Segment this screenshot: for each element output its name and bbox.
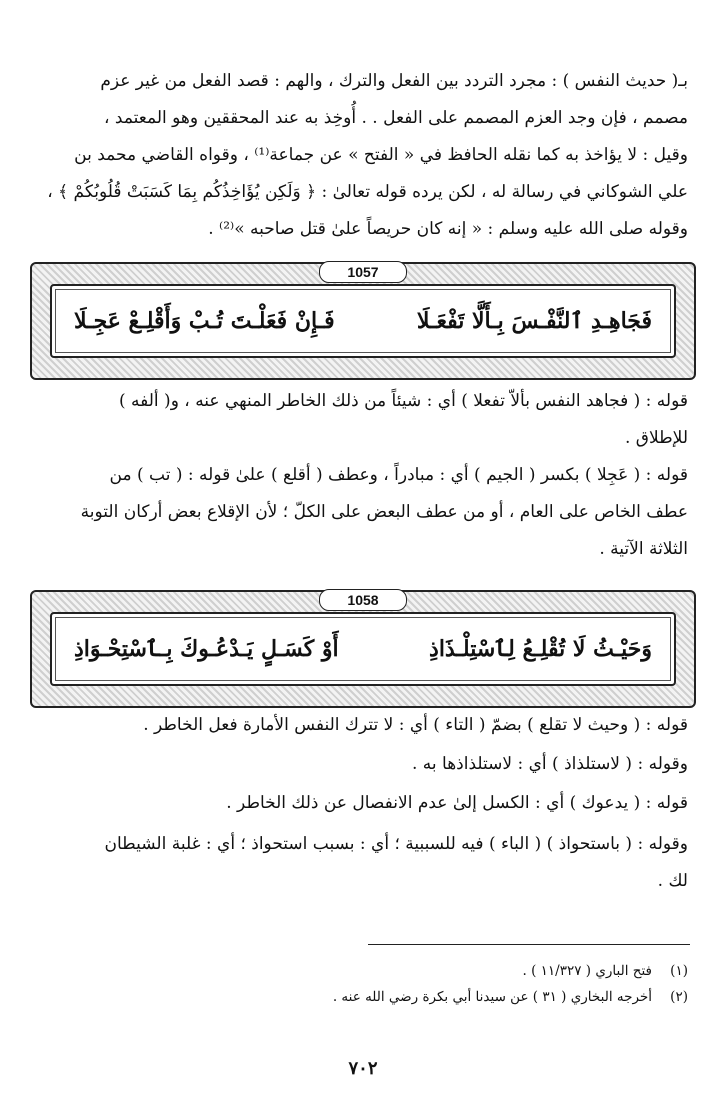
text-line: وقوله : ( لاستلذاذ ) أي : لاستلذاذها به . <box>411 754 688 774</box>
footnote <box>333 986 688 1008</box>
text-line: قوله : ( فجاهد النفس بألاّ تفعلا ) أي : شيئاً من ذلك الخاطر المنهي عنه ، و( ألفه ) <box>119 391 688 411</box>
verse-frame-1057 <box>30 262 696 380</box>
verse-number: 1057 <box>319 261 407 283</box>
verse-frame-1058 <box>30 590 696 708</box>
commentary-paragraph <box>40 383 688 457</box>
commentary-paragraph <box>40 707 688 744</box>
verse-right-hemistich: فَجَاهِـدِ ٱلنَّفْـسَ بِـأَلَّا تَفْعَـلَا <box>416 308 652 334</box>
footnote-separator <box>368 944 690 945</box>
verse-left-hemistich: أَوْ كَسَـلٍ يَـدْعُـوكَ بِـٱسْتِحْـوَاذِ <box>74 636 339 662</box>
text-line: الثلاثة الآتية . <box>599 539 688 559</box>
verse-left-hemistich: فَـإِنْ فَعَلْـتَ تُـبْ وَأَقْلِـعْ عَجِـلَا <box>74 308 335 334</box>
footnote-number: (١) <box>670 963 688 979</box>
text-line: قوله : ( يدعوك ) أي : الكسل إلىٰ عدم الانفصال عن ذلك الخاطر . <box>226 793 688 813</box>
text-line: وقيل : لا يؤاخذ به كما نقله الحافظ في « الفتح » عن جماعة⁽¹⁾ ، وقواه القاضي محمد بن <box>74 145 688 165</box>
verse-box <box>50 612 676 686</box>
verse-box <box>50 284 676 358</box>
footnote <box>523 960 688 982</box>
text-line: قوله : ( عَجِلا ) بكسر ( الجيم ) أي : مبادراً ، وعطف ( أقلع ) علىٰ قوله : ( تب ) من <box>109 465 688 485</box>
page-number: ٧٠٢ <box>348 1058 378 1079</box>
verse-number: 1058 <box>319 589 407 611</box>
text-line: وقوله صلى الله عليه وسلم : « إنه كان حريصاً علىٰ قتل صاحبه »⁽²⁾ . <box>208 219 688 239</box>
commentary-paragraph <box>40 746 688 783</box>
text-line: للإطلاق . <box>625 428 688 448</box>
text-line: علي الشوكاني في رسالة له ، لكن يرده قوله تعالىٰ : ﴿ وَلَكِن يُؤَاخِذُكُم بِمَا كَسَبَتْ قُلُوبُكُمْ ﴾ ، <box>47 182 688 202</box>
text-line: لك . <box>657 871 688 891</box>
text-line: بـ( حديث النفس ) : مجرد التردد بين الفعل والترك ، والهم : قصد الفعل من غير عزم <box>100 71 688 91</box>
text-line: مصمم ، فإن وجد العزم المصمم على الفعل . . أُوخِذ به عند المحققين وهو المعتمد ، <box>104 108 688 128</box>
commentary-paragraph <box>40 457 688 568</box>
commentary-paragraph <box>40 826 688 900</box>
footnote-text: أخرجه البخاري ( ٣١ ) عن سيدنا أبي بكرة رضي الله عنه . <box>332 989 652 1005</box>
top-paragraph <box>40 63 688 248</box>
footnote-text: فتح الباري ( ١١/٣٢٧ ) . <box>522 963 652 979</box>
text-line: وقوله : ( باستحواذ ) ( الباء ) فيه للسببية ؛ أي : بسبب استحواذ ؛ أي : غلبة الشيطان <box>104 834 688 854</box>
text-line: قوله : ( وحيث لا تقلع ) بضمّ ( التاء ) أي : لا تترك النفس الأمارة فعل الخاطر . <box>143 715 688 735</box>
commentary-paragraph <box>40 785 688 822</box>
footnote-number: (٢) <box>670 989 688 1005</box>
text-line: عطف الخاص على العام ، أو من عطف البعض على الكلّ ؛ لأن الإقلاع بعض أركان التوبة <box>80 502 688 522</box>
verse-right-hemistich: وَحَيْـثُ لَا تُقْلِـعُ لِٱسْتِلْـذَاذِ <box>429 636 652 662</box>
